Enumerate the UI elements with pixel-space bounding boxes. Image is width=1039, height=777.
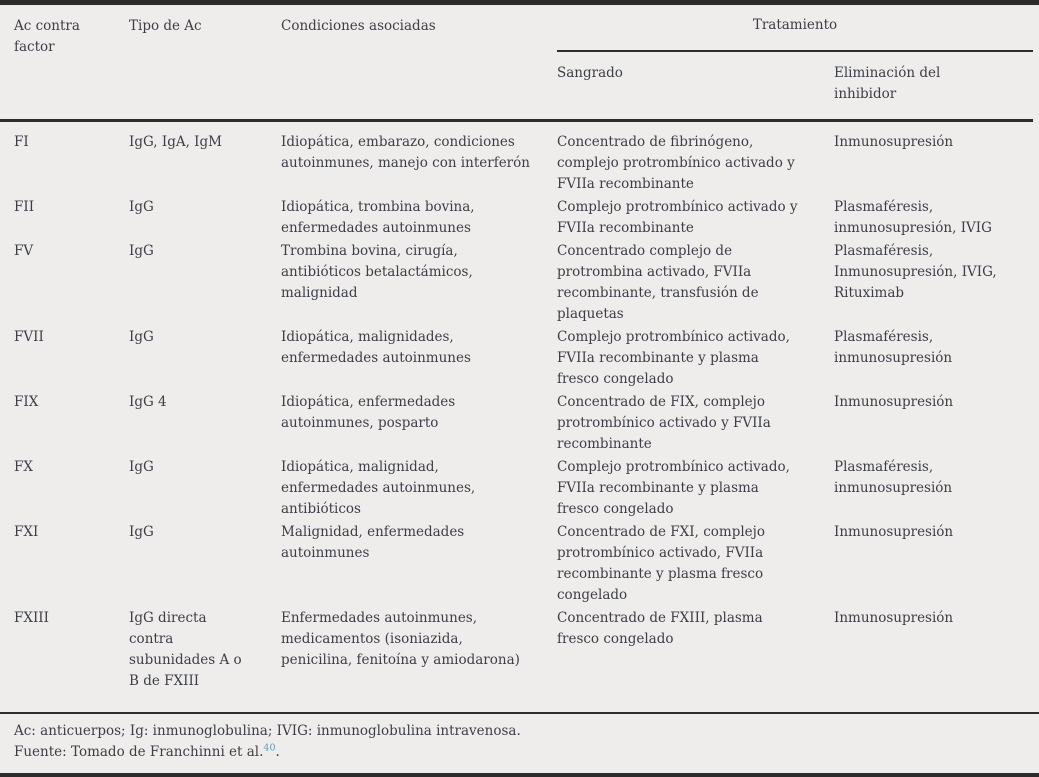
cell-factor: FI: [14, 134, 29, 150]
cell-factor: FVII: [14, 329, 44, 345]
factors-table: [0, 5, 1033, 704]
cell-tipo: IgG: [129, 199, 154, 215]
cell-eliminacion: Inmunosupresión: [834, 134, 954, 150]
cell-eliminacion: Plasmaféresis, inmunosupresión, IVIG: [834, 199, 992, 236]
table-body: [0, 121, 1033, 705]
cell-factor: FII: [14, 199, 35, 215]
row-fi: [0, 121, 1033, 197]
cell-sangrado: Concentrado de FIX, complejo protrombínico activado y FVIIa recombinante: [557, 394, 771, 452]
cell-sangrado: Concentrado de fibrinógeno, complejo protrombínico activado y FVIIa recombinante: [557, 134, 795, 192]
cell-factor: FIX: [14, 394, 39, 410]
cell-tipo: IgG 4: [129, 394, 167, 410]
col-header-factor: Ac contra factor: [0, 5, 129, 121]
abbreviations-note: Ac: anticuerpos; Ig: inmunoglobulina; IVIG: inmunoglobulina intravenosa.: [14, 723, 521, 739]
cell-condiciones: Idiopática, enfermedades autoinmunes, posparto: [281, 394, 456, 431]
cell-sangrado: Concentrado de FXI, complejo protrombínico activado, FVIIa recombinante y plasma fresco congelado: [557, 524, 765, 603]
citation-reference-link[interactable]: 40: [263, 742, 276, 754]
table-header: [0, 5, 1033, 121]
source-text: Fuente: Tomado de Franchinni et al.: [14, 744, 264, 760]
cell-factor: FX: [14, 459, 33, 475]
cell-condiciones: Idiopática, malignidades, enfermedades autoinmunes: [281, 329, 471, 366]
cell-eliminacion: Inmunosupresión: [834, 394, 954, 410]
cell-tipo: IgG: [129, 329, 154, 345]
cell-sangrado: Complejo protrombínico activado y FVIIa recombinante: [557, 199, 798, 236]
cell-tipo: IgG: [129, 459, 154, 475]
cell-factor: FV: [14, 243, 34, 259]
row-fv: [0, 240, 1033, 326]
cell-condiciones: Trombina bovina, cirugía, antibióticos betalactámicos, malignidad: [281, 243, 473, 301]
cell-condiciones: Idiopática, trombina bovina, enfermedades autoinmunes: [281, 199, 475, 236]
cell-eliminacion: Inmunosupresión: [834, 610, 954, 626]
cell-tipo: IgG directa contra subunidades A o B de FXIII: [129, 610, 242, 689]
cell-eliminacion: Plasmaféresis, Inmunosupresión, IVIG, Rituximab: [834, 243, 997, 301]
row-fxiii: [0, 607, 1033, 704]
cell-tipo: IgG, IgA, IgM: [129, 134, 222, 150]
cell-condiciones: Idiopática, embarazo, condiciones autoinmunes, manejo con interferón: [281, 134, 530, 171]
source-period: .: [275, 744, 280, 760]
cell-eliminacion: Plasmaféresis, inmunosupresión: [834, 329, 953, 366]
row-fxi: [0, 521, 1033, 607]
cell-sangrado: Complejo protrombínico activado, FVIIa recombinante y plasma fresco congelado: [557, 459, 790, 517]
cell-sangrado: Concentrado complejo de protrombina activado, FVIIa recombinante, transfusión de plaquetas: [557, 243, 759, 322]
cell-eliminacion: Plasmaféresis, inmunosupresión: [834, 459, 953, 496]
cell-sangrado: Complejo protrombínico activado, FVIIa recombinante y plasma fresco congelado: [557, 329, 790, 387]
cell-condiciones: Idiopática, malignidad, enfermedades autoinmunes, antibióticos: [281, 459, 476, 517]
cell-condiciones: Malignidad, enfermedades autoinmunes: [281, 524, 465, 561]
cell-condiciones: Enfermedades autoinmunes, medicamentos (isoniazida, penicilina, fenitoína y amiodarona): [281, 610, 520, 668]
col-header-eliminacion: Eliminación del inhibidor: [834, 51, 1033, 121]
cell-factor: FXIII: [14, 610, 49, 626]
col-header-tipo: Tipo de Ac: [129, 5, 281, 121]
row-fvii: [0, 326, 1033, 391]
row-fx: [0, 456, 1033, 521]
header-row-main: [0, 5, 1033, 51]
cell-tipo: IgG: [129, 524, 154, 540]
row-fii: [0, 196, 1033, 240]
cell-tipo: IgG: [129, 243, 154, 259]
row-fix: [0, 391, 1033, 456]
col-header-sangrado: Sangrado: [557, 51, 834, 121]
col-group-header-tratamiento: Tratamiento: [557, 5, 1033, 51]
cell-eliminacion: Inmunosupresión: [834, 524, 954, 540]
cell-sangrado: Concentrado de FXIII, plasma fresco congelado: [557, 610, 763, 647]
col-header-condiciones: Condiciones asociadas: [281, 5, 557, 121]
source-note: [14, 742, 1025, 763]
table-footnotes: [0, 712, 1039, 773]
cell-factor: FXI: [14, 524, 39, 540]
